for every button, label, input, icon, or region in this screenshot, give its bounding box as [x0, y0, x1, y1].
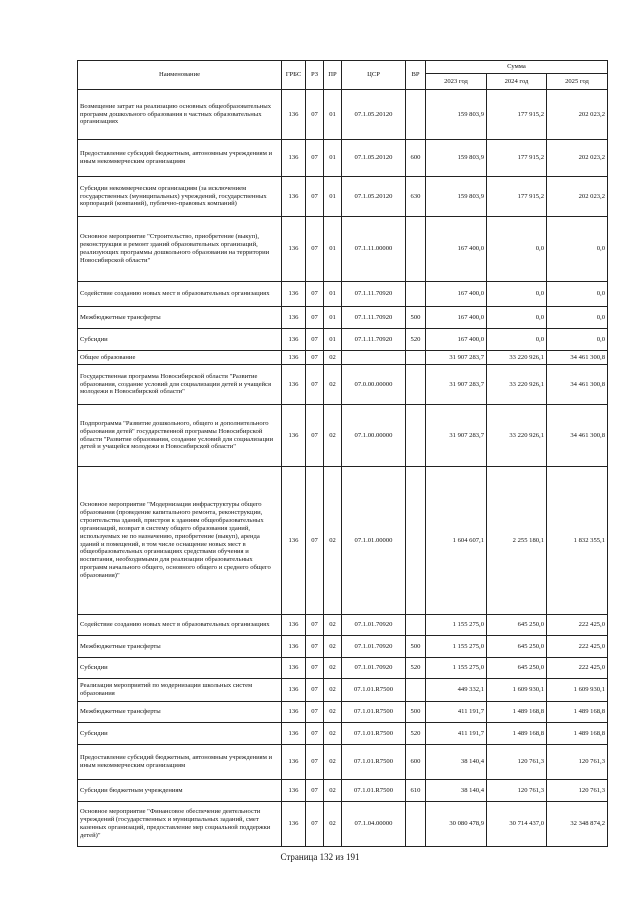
row-rz: 07	[306, 140, 324, 177]
row-grbs: 136	[282, 140, 306, 177]
row-vr	[406, 802, 426, 847]
row-sum-2025: 202 023,2	[547, 90, 608, 140]
table-body	[78, 90, 608, 847]
row-pr: 01	[324, 217, 342, 282]
row-grbs: 136	[282, 329, 306, 351]
row-sum-2024: 645 250,0	[487, 615, 547, 636]
row-sum-2025: 202 023,2	[547, 177, 608, 217]
row-csr: 07.1.11.70920	[342, 282, 406, 307]
row-vr	[406, 467, 426, 615]
row-sum-2025: 0,0	[547, 282, 608, 307]
table-row	[78, 723, 608, 745]
row-rz: 07	[306, 658, 324, 679]
row-csr: 07.1.04.00000	[342, 802, 406, 847]
row-sum-2023: 159 803,9	[426, 140, 487, 177]
table-row	[78, 140, 608, 177]
header-year-2023: 2023 год	[426, 74, 487, 90]
row-grbs: 136	[282, 636, 306, 658]
row-name: Субсидии бюджетным учреждениям	[78, 780, 282, 802]
row-name: Субсидии некоммерческим организациям (за исключением государственных (муниципальных) учреждений, государственных корпораций (компаний), публично-правовых компаний)	[78, 177, 282, 217]
row-sum-2025: 222 425,0	[547, 615, 608, 636]
row-sum-2025: 1 489 168,8	[547, 723, 608, 745]
row-csr: 07.1.01.R7500	[342, 780, 406, 802]
row-csr	[342, 351, 406, 365]
row-csr: 07.1.01.R7500	[342, 723, 406, 745]
row-sum-2025: 0,0	[547, 217, 608, 282]
row-sum-2024: 1 489 168,8	[487, 702, 547, 723]
page-number: Страница 132 из 191	[280, 852, 360, 862]
row-rz: 07	[306, 177, 324, 217]
row-grbs: 136	[282, 745, 306, 780]
row-rz: 07	[306, 467, 324, 615]
table-row	[78, 615, 608, 636]
table-row	[78, 307, 608, 329]
table-row	[78, 467, 608, 615]
table-row	[78, 802, 608, 847]
row-sum-2023: 167 400,0	[426, 217, 487, 282]
row-name: Основное мероприятие "Строительство, приобретение (выкуп), реконструкция и ремонт зданий образовательных организаций, реализующих программы дошкольного образования на территории Новосибирской области"	[78, 217, 282, 282]
row-vr	[406, 365, 426, 405]
row-name: Межбюджетные трансферты	[78, 702, 282, 723]
table-row	[78, 636, 608, 658]
row-sum-2023: 167 400,0	[426, 282, 487, 307]
row-grbs: 136	[282, 90, 306, 140]
row-name: Содействие созданию новых мест в образовательных организациях	[78, 615, 282, 636]
header-pr: ПР	[324, 61, 342, 90]
row-pr: 02	[324, 405, 342, 467]
table-row	[78, 702, 608, 723]
table-row	[78, 780, 608, 802]
row-pr: 02	[324, 802, 342, 847]
row-vr: 520	[406, 658, 426, 679]
row-vr: 500	[406, 636, 426, 658]
row-csr: 07.1.01.R7500	[342, 745, 406, 780]
row-grbs: 136	[282, 658, 306, 679]
row-pr: 01	[324, 140, 342, 177]
row-csr: 07.1.05.20120	[342, 177, 406, 217]
row-sum-2025: 0,0	[547, 307, 608, 329]
row-sum-2023: 449 332,1	[426, 679, 487, 702]
row-name: Субсидии	[78, 329, 282, 351]
header-year-2024: 2024 год	[487, 74, 547, 90]
row-sum-2023: 1 155 275,0	[426, 658, 487, 679]
row-sum-2024: 33 220 926,1	[487, 405, 547, 467]
header-rz: РЗ	[306, 61, 324, 90]
row-csr: 07.1.00.00000	[342, 405, 406, 467]
row-pr: 02	[324, 723, 342, 745]
row-sum-2023: 38 140,4	[426, 780, 487, 802]
row-csr: 07.1.01.70920	[342, 615, 406, 636]
row-csr: 07.1.01.70920	[342, 658, 406, 679]
row-pr: 02	[324, 467, 342, 615]
row-sum-2024: 1 489 168,8	[487, 723, 547, 745]
row-grbs: 136	[282, 405, 306, 467]
row-sum-2025: 222 425,0	[547, 658, 608, 679]
row-sum-2025: 222 425,0	[547, 636, 608, 658]
row-sum-2023: 38 140,4	[426, 745, 487, 780]
row-name: Предоставление субсидий бюджетным, автономным учреждениям и иным некоммерческим организациям	[78, 745, 282, 780]
row-sum-2023: 167 400,0	[426, 329, 487, 351]
row-pr: 02	[324, 745, 342, 780]
row-vr	[406, 615, 426, 636]
row-grbs: 136	[282, 467, 306, 615]
row-sum-2024: 2 255 180,1	[487, 467, 547, 615]
row-vr: 500	[406, 702, 426, 723]
row-sum-2023: 31 907 283,7	[426, 351, 487, 365]
row-sum-2024: 33 220 926,1	[487, 351, 547, 365]
row-rz: 07	[306, 615, 324, 636]
header-vr: ВР	[406, 61, 426, 90]
row-sum-2023: 1 155 275,0	[426, 615, 487, 636]
row-pr: 01	[324, 90, 342, 140]
row-csr: 07.0.00.00000	[342, 365, 406, 405]
row-pr: 01	[324, 177, 342, 217]
row-grbs: 136	[282, 177, 306, 217]
row-vr: 630	[406, 177, 426, 217]
row-pr: 02	[324, 780, 342, 802]
table-row	[78, 282, 608, 307]
table-row	[78, 405, 608, 467]
row-pr: 01	[324, 329, 342, 351]
table-row	[78, 365, 608, 405]
table-row	[78, 177, 608, 217]
row-csr: 07.1.11.00000	[342, 217, 406, 282]
row-vr: 520	[406, 329, 426, 351]
row-rz: 07	[306, 90, 324, 140]
row-rz: 07	[306, 780, 324, 802]
table-row	[78, 329, 608, 351]
row-pr: 01	[324, 282, 342, 307]
row-sum-2024: 177 915,2	[487, 140, 547, 177]
row-vr: 610	[406, 780, 426, 802]
row-sum-2023: 411 191,7	[426, 702, 487, 723]
row-sum-2025: 1 832 355,1	[547, 467, 608, 615]
row-grbs: 136	[282, 365, 306, 405]
table-row	[78, 745, 608, 780]
row-pr: 02	[324, 679, 342, 702]
row-name: Межбюджетные трансферты	[78, 636, 282, 658]
row-sum-2024: 120 761,3	[487, 745, 547, 780]
row-vr	[406, 405, 426, 467]
row-rz: 07	[306, 217, 324, 282]
row-grbs: 136	[282, 702, 306, 723]
row-csr: 07.1.05.20120	[342, 140, 406, 177]
row-sum-2025: 0,0	[547, 329, 608, 351]
row-csr: 07.1.11.70920	[342, 329, 406, 351]
row-sum-2024: 0,0	[487, 217, 547, 282]
row-csr: 07.1.01.70920	[342, 636, 406, 658]
row-name: Предоставление субсидий бюджетным, автономным учреждениям и иным некоммерческим организациям	[78, 140, 282, 177]
row-vr: 520	[406, 723, 426, 745]
document-page	[77, 60, 607, 847]
row-sum-2024: 0,0	[487, 329, 547, 351]
row-pr: 02	[324, 351, 342, 365]
table-row	[78, 658, 608, 679]
row-vr: 500	[406, 307, 426, 329]
row-rz: 07	[306, 351, 324, 365]
row-csr: 07.1.05.20120	[342, 90, 406, 140]
row-pr: 02	[324, 365, 342, 405]
row-grbs: 136	[282, 282, 306, 307]
row-sum-2025: 34 461 300,8	[547, 351, 608, 365]
row-sum-2024: 30 714 437,0	[487, 802, 547, 847]
row-rz: 07	[306, 307, 324, 329]
row-pr: 02	[324, 702, 342, 723]
row-csr: 07.1.11.70920	[342, 307, 406, 329]
row-name: Основное мероприятие "Финансовое обеспечение деятельности учреждений (государственных и муниципальных заданий, смет казенных организаций, предоставление мер социальной поддержки детей)"	[78, 802, 282, 847]
row-sum-2024: 0,0	[487, 307, 547, 329]
row-sum-2023: 159 803,9	[426, 90, 487, 140]
row-sum-2025: 34 461 300,8	[547, 405, 608, 467]
row-sum-2025: 32 348 874,2	[547, 802, 608, 847]
row-sum-2023: 1 155 275,0	[426, 636, 487, 658]
row-rz: 07	[306, 365, 324, 405]
row-vr: 600	[406, 745, 426, 780]
row-grbs: 136	[282, 217, 306, 282]
row-sum-2023: 31 907 283,7	[426, 365, 487, 405]
row-sum-2024: 177 915,2	[487, 90, 547, 140]
row-sum-2025: 1 489 168,8	[547, 702, 608, 723]
header-grbs: ГРБС	[282, 61, 306, 90]
row-grbs: 136	[282, 615, 306, 636]
row-vr	[406, 351, 426, 365]
row-sum-2024: 645 250,0	[487, 658, 547, 679]
row-vr: 600	[406, 140, 426, 177]
table-row	[78, 351, 608, 365]
row-name: Субсидии	[78, 658, 282, 679]
row-vr	[406, 217, 426, 282]
row-sum-2023: 411 191,7	[426, 723, 487, 745]
row-name: Возмещение затрат на реализацию основных общеобразовательных программ дошкольного образования в частных образовательных организациях	[78, 90, 282, 140]
row-pr: 01	[324, 307, 342, 329]
row-grbs: 136	[282, 351, 306, 365]
row-rz: 07	[306, 723, 324, 745]
row-rz: 07	[306, 679, 324, 702]
row-grbs: 136	[282, 307, 306, 329]
row-sum-2025: 34 461 300,8	[547, 365, 608, 405]
row-name: Содействие созданию новых мест в образовательных организациях	[78, 282, 282, 307]
row-sum-2025: 1 609 930,1	[547, 679, 608, 702]
row-sum-2025: 120 761,3	[547, 745, 608, 780]
header-name: Наименование	[78, 61, 282, 90]
row-pr: 02	[324, 658, 342, 679]
header-sum: Сумма	[426, 61, 608, 74]
table-row	[78, 90, 608, 140]
row-rz: 07	[306, 636, 324, 658]
row-sum-2024: 177 915,2	[487, 177, 547, 217]
row-csr: 07.1.01.R7500	[342, 702, 406, 723]
row-name: Реализация мероприятий по модернизации школьных систем образования	[78, 679, 282, 702]
row-sum-2023: 31 907 283,7	[426, 405, 487, 467]
row-grbs: 136	[282, 780, 306, 802]
row-rz: 07	[306, 329, 324, 351]
row-sum-2024: 33 220 926,1	[487, 365, 547, 405]
row-name: Общее образование	[78, 351, 282, 365]
row-rz: 07	[306, 405, 324, 467]
row-sum-2025: 202 023,2	[547, 140, 608, 177]
row-sum-2024: 1 609 930,1	[487, 679, 547, 702]
row-grbs: 136	[282, 723, 306, 745]
header-year-2025: 2025 год	[547, 74, 608, 90]
row-pr: 02	[324, 636, 342, 658]
row-sum-2025: 120 761,3	[547, 780, 608, 802]
row-name: Государственная программа Новосибирской области "Развитие образования, создание условий для социализации детей и учащейся молодежи в Новосибирской области"	[78, 365, 282, 405]
row-rz: 07	[306, 745, 324, 780]
row-grbs: 136	[282, 679, 306, 702]
header-csr: ЦСР	[342, 61, 406, 90]
row-vr	[406, 679, 426, 702]
row-vr	[406, 282, 426, 307]
table-row	[78, 679, 608, 702]
row-sum-2023: 1 604 607,1	[426, 467, 487, 615]
row-rz: 07	[306, 802, 324, 847]
row-name: Межбюджетные трансферты	[78, 307, 282, 329]
row-sum-2023: 167 400,0	[426, 307, 487, 329]
table-row	[78, 217, 608, 282]
row-name: Подпрограмма "Развитие дошкольного, общего и дополнительного образования детей" государственной программы Новосибирской области "Развитие образования, создание условий для социализации детей и учащейся молодежи в Новосибирской области"	[78, 405, 282, 467]
budget-table	[77, 60, 608, 847]
row-csr: 07.1.01.00000	[342, 467, 406, 615]
row-rz: 07	[306, 702, 324, 723]
row-name: Субсидии	[78, 723, 282, 745]
row-grbs: 136	[282, 802, 306, 847]
row-sum-2023: 159 803,9	[426, 177, 487, 217]
row-sum-2024: 120 761,3	[487, 780, 547, 802]
row-sum-2023: 30 080 478,9	[426, 802, 487, 847]
row-name: Основное мероприятие "Модернизация инфраструктуры общего образования (проведение капитального ремонта, реконструкции, строительства зданий, пристроя к зданиям общеобразовательных организаций, возврат в систему общего образования зданий, используемых не по назначению, приобретение (выкуп), аренда зданий и помещений, в том числе оснащение новых мест в общеобразовательных организациях средствами обучения и воспитания, необходимыми для реализации образовательных программ начального общего, основного общего и среднего общего образования)"	[78, 467, 282, 615]
row-rz: 07	[306, 282, 324, 307]
row-sum-2024: 0,0	[487, 282, 547, 307]
row-vr	[406, 90, 426, 140]
row-csr: 07.1.01.R7500	[342, 679, 406, 702]
row-pr: 02	[324, 615, 342, 636]
row-sum-2024: 645 250,0	[487, 636, 547, 658]
